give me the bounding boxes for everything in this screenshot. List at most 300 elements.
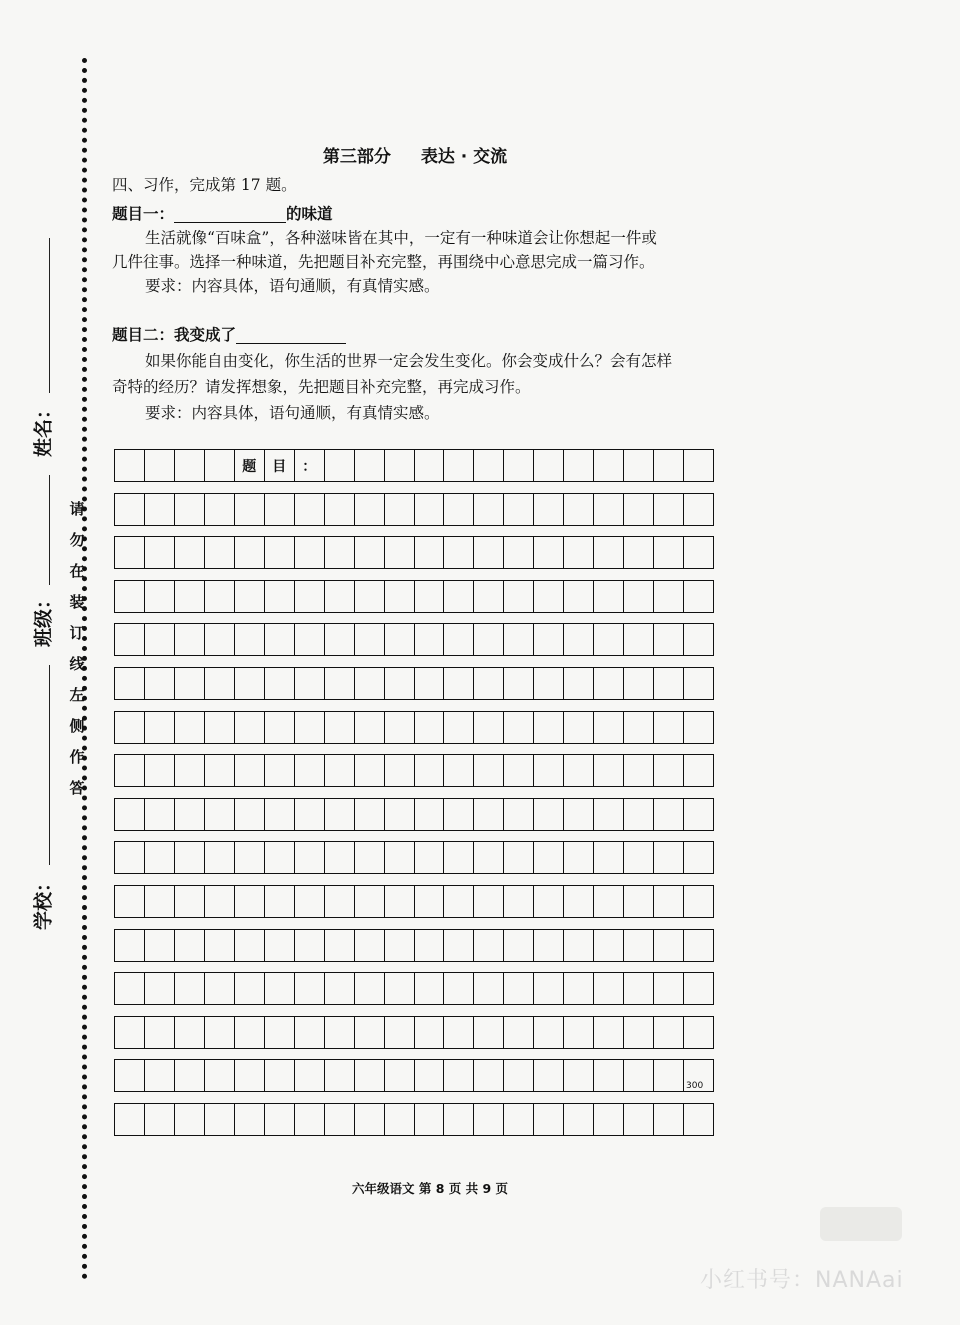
grid-cell[interactable] [684, 1104, 714, 1135]
grid-cell[interactable] [504, 799, 534, 830]
grid-cell[interactable] [385, 712, 415, 743]
grid-cell[interactable] [325, 842, 355, 873]
grid-cell[interactable] [115, 1060, 145, 1091]
grid-cell[interactable] [654, 494, 684, 525]
grid-cell[interactable] [145, 450, 175, 481]
grid-cell[interactable] [295, 624, 325, 655]
grid-cell[interactable] [145, 930, 175, 961]
grid-cell[interactable] [624, 886, 654, 917]
grid-cell[interactable] [444, 799, 474, 830]
grid-cell[interactable] [115, 1104, 145, 1135]
grid-cell[interactable] [115, 1017, 145, 1048]
grid-cell[interactable] [295, 1104, 325, 1135]
grid-cell[interactable] [295, 799, 325, 830]
grid-cell[interactable] [355, 668, 385, 699]
grid-cell[interactable] [205, 930, 235, 961]
grid-cell[interactable] [624, 799, 654, 830]
grid-cell[interactable] [444, 624, 474, 655]
grid-cell[interactable] [534, 624, 564, 655]
grid-cell[interactable] [355, 494, 385, 525]
grid-cell[interactable] [355, 930, 385, 961]
grid-cell[interactable] [594, 1104, 624, 1135]
grid-cell[interactable] [594, 1060, 624, 1091]
grid-cell[interactable] [175, 1060, 205, 1091]
grid-cell[interactable] [115, 799, 145, 830]
grid-cell[interactable] [594, 1017, 624, 1048]
grid-cell[interactable] [534, 581, 564, 612]
grid-cell[interactable] [265, 581, 295, 612]
grid-cell[interactable] [624, 1017, 654, 1048]
grid-cell[interactable] [474, 1060, 504, 1091]
grid-cell[interactable] [385, 886, 415, 917]
grid-cell[interactable] [265, 494, 295, 525]
grid-cell[interactable] [474, 450, 504, 481]
grid-cell[interactable] [415, 624, 445, 655]
grid-cell[interactable] [474, 494, 504, 525]
grid-cell[interactable] [594, 624, 624, 655]
grid-cell[interactable] [534, 537, 564, 568]
grid-cell[interactable] [385, 624, 415, 655]
grid-cell[interactable] [325, 973, 355, 1004]
grid-cell[interactable] [145, 799, 175, 830]
grid-cell[interactable] [175, 581, 205, 612]
grid-cell[interactable] [415, 886, 445, 917]
grid-cell[interactable] [415, 973, 445, 1004]
grid-cell[interactable] [474, 799, 504, 830]
grid-cell[interactable] [235, 712, 265, 743]
grid-cell[interactable] [474, 930, 504, 961]
grid-cell[interactable] [175, 930, 205, 961]
grid-cell[interactable] [115, 668, 145, 699]
grid-cell[interactable] [325, 624, 355, 655]
grid-cell[interactable] [444, 973, 474, 1004]
grid-cell[interactable] [145, 1060, 175, 1091]
grid-cell[interactable] [145, 668, 175, 699]
grid-cell[interactable] [295, 973, 325, 1004]
grid-cell[interactable] [624, 712, 654, 743]
grid-cell[interactable] [295, 537, 325, 568]
grid-cell[interactable] [265, 886, 295, 917]
grid-cell[interactable] [235, 1104, 265, 1135]
grid-cell[interactable] [355, 755, 385, 786]
grid-cell[interactable] [444, 581, 474, 612]
grid-cell[interactable] [205, 973, 235, 1004]
grid-cell[interactable] [325, 930, 355, 961]
grid-cell[interactable] [205, 624, 235, 655]
grid-cell[interactable] [175, 537, 205, 568]
grid-cell[interactable] [474, 842, 504, 873]
grid-cell[interactable] [145, 581, 175, 612]
grid-cell[interactable] [415, 930, 445, 961]
grid-cell[interactable] [115, 581, 145, 612]
grid-cell[interactable] [534, 799, 564, 830]
grid-cell[interactable] [355, 712, 385, 743]
grid-cell[interactable] [235, 1017, 265, 1048]
grid-cell[interactable] [295, 1060, 325, 1091]
grid-cell[interactable] [265, 668, 295, 699]
grid-cell[interactable] [325, 1060, 355, 1091]
grid-cell[interactable] [325, 755, 355, 786]
grid-cell[interactable] [415, 755, 445, 786]
grid-cell[interactable] [205, 799, 235, 830]
grid-cell[interactable] [504, 973, 534, 1004]
grid-cell[interactable] [594, 537, 624, 568]
grid-cell[interactable] [564, 799, 594, 830]
grid-cell[interactable] [624, 973, 654, 1004]
topic1-blank[interactable] [174, 221, 286, 223]
grid-cell[interactable] [654, 1060, 684, 1091]
grid-cell[interactable] [205, 1104, 235, 1135]
grid-cell[interactable] [594, 973, 624, 1004]
grid-cell[interactable] [295, 1017, 325, 1048]
grid-cell[interactable] [295, 712, 325, 743]
grid-cell[interactable] [534, 1017, 564, 1048]
grid-cell[interactable] [205, 450, 235, 481]
grid-cell[interactable] [325, 494, 355, 525]
grid-cell[interactable] [624, 494, 654, 525]
grid-cell[interactable] [684, 755, 714, 786]
grid-cell[interactable] [415, 1060, 445, 1091]
grid-cell[interactable] [654, 799, 684, 830]
grid-cell[interactable] [624, 1060, 654, 1091]
grid-cell[interactable] [385, 930, 415, 961]
grid-cell[interactable] [415, 537, 445, 568]
grid-cell[interactable] [534, 886, 564, 917]
grid-cell[interactable] [355, 450, 385, 481]
grid-cell[interactable] [594, 450, 624, 481]
grid-cell[interactable] [415, 668, 445, 699]
grid-cell[interactable] [564, 581, 594, 612]
grid-cell[interactable] [684, 930, 714, 961]
grid-cell[interactable] [415, 581, 445, 612]
grid-cell[interactable] [594, 712, 624, 743]
grid-cell[interactable] [594, 930, 624, 961]
grid-cell[interactable] [564, 494, 594, 525]
grid-cell[interactable] [235, 886, 265, 917]
grid-cell[interactable] [415, 450, 445, 481]
grid-cell[interactable] [534, 494, 564, 525]
topic2-blank[interactable] [236, 342, 346, 344]
grid-cell[interactable] [115, 842, 145, 873]
grid-cell[interactable] [504, 537, 534, 568]
grid-cell[interactable] [115, 755, 145, 786]
grid-cell[interactable] [265, 1104, 295, 1135]
grid-cell[interactable] [175, 842, 205, 873]
grid-cell[interactable] [684, 450, 714, 481]
grid-cell[interactable] [444, 755, 474, 786]
grid-cell[interactable] [654, 581, 684, 612]
grid-cell[interactable] [115, 624, 145, 655]
grid-cell[interactable] [534, 450, 564, 481]
grid-cell[interactable] [295, 668, 325, 699]
grid-cell[interactable] [205, 668, 235, 699]
grid-cell[interactable] [564, 624, 594, 655]
grid-cell[interactable] [504, 712, 534, 743]
grid-cell[interactable] [235, 1060, 265, 1091]
grid-cell[interactable] [175, 712, 205, 743]
grid-cell[interactable] [355, 886, 385, 917]
grid-cell[interactable] [325, 886, 355, 917]
grid-cell[interactable] [564, 886, 594, 917]
grid-cell[interactable] [235, 755, 265, 786]
grid-cell[interactable] [444, 1104, 474, 1135]
grid-cell[interactable] [624, 755, 654, 786]
grid-cell[interactable] [235, 624, 265, 655]
grid-cell[interactable] [654, 755, 684, 786]
grid-cell[interactable] [474, 755, 504, 786]
grid-cell[interactable] [534, 930, 564, 961]
grid-cell[interactable] [504, 930, 534, 961]
grid-cell[interactable] [115, 886, 145, 917]
grid-cell[interactable] [564, 668, 594, 699]
grid-cell[interactable] [504, 668, 534, 699]
grid-cell[interactable] [295, 886, 325, 917]
grid-cell[interactable] [594, 494, 624, 525]
grid-cell[interactable] [385, 755, 415, 786]
grid-cell[interactable] [325, 581, 355, 612]
grid-cell[interactable] [175, 494, 205, 525]
grid-cell[interactable] [295, 755, 325, 786]
grid-cell[interactable] [205, 581, 235, 612]
grid-cell[interactable] [534, 712, 564, 743]
grid-cell[interactable] [115, 712, 145, 743]
grid-cell[interactable] [145, 842, 175, 873]
grid-cell[interactable] [504, 842, 534, 873]
grid-cell[interactable] [175, 450, 205, 481]
grid-cell[interactable] [385, 973, 415, 1004]
grid-cell[interactable] [444, 842, 474, 873]
grid-cell[interactable] [235, 930, 265, 961]
grid-cell[interactable] [564, 537, 594, 568]
grid-cell[interactable] [415, 1017, 445, 1048]
grid-cell[interactable] [534, 1060, 564, 1091]
grid-cell[interactable] [175, 973, 205, 1004]
grid-cell[interactable] [145, 537, 175, 568]
grid-cell[interactable] [654, 537, 684, 568]
grid-cell[interactable] [504, 624, 534, 655]
grid-cell[interactable] [474, 581, 504, 612]
grid-cell[interactable] [145, 886, 175, 917]
grid-cell[interactable] [325, 537, 355, 568]
grid-cell[interactable] [415, 494, 445, 525]
grid-cell[interactable] [115, 930, 145, 961]
grid-cell[interactable] [295, 581, 325, 612]
grid-cell[interactable] [295, 494, 325, 525]
grid-cell[interactable] [325, 668, 355, 699]
grid-cell[interactable] [355, 842, 385, 873]
grid-cell[interactable] [654, 1104, 684, 1135]
grid-cell[interactable] [564, 755, 594, 786]
grid-cell[interactable] [444, 668, 474, 699]
grid-cell[interactable] [385, 1017, 415, 1048]
grid-cell[interactable] [684, 799, 714, 830]
grid-cell[interactable] [235, 537, 265, 568]
grid-cell[interactable] [624, 450, 654, 481]
grid-cell[interactable] [504, 581, 534, 612]
grid-cell[interactable] [175, 668, 205, 699]
grid-cell[interactable] [474, 537, 504, 568]
grid-cell[interactable] [594, 799, 624, 830]
grid-cell[interactable] [205, 755, 235, 786]
grid-cell[interactable] [205, 1017, 235, 1048]
grid-cell[interactable] [385, 799, 415, 830]
grid-cell[interactable] [564, 973, 594, 1004]
grid-cell[interactable] [534, 668, 564, 699]
grid-cell[interactable] [684, 973, 714, 1004]
grid-cell[interactable] [474, 973, 504, 1004]
grid-cell[interactable] [474, 668, 504, 699]
grid-cell[interactable] [265, 624, 295, 655]
grid-cell[interactable] [115, 494, 145, 525]
grid-cell[interactable] [205, 494, 235, 525]
grid-cell[interactable] [654, 842, 684, 873]
grid-cell[interactable] [504, 886, 534, 917]
grid-cell[interactable] [474, 1104, 504, 1135]
grid-cell[interactable] [654, 712, 684, 743]
grid-cell[interactable] [385, 450, 415, 481]
grid-cell[interactable] [235, 494, 265, 525]
grid-cell[interactable] [145, 712, 175, 743]
grid-cell[interactable] [564, 450, 594, 481]
grid-cell[interactable] [684, 581, 714, 612]
grid-cell[interactable] [175, 1104, 205, 1135]
grid-cell[interactable] [684, 842, 714, 873]
grid-cell[interactable] [385, 581, 415, 612]
grid-cell[interactable] [624, 1104, 654, 1135]
grid-cell[interactable] [564, 1060, 594, 1091]
grid-cell[interactable] [474, 712, 504, 743]
grid-cell[interactable] [415, 1104, 445, 1135]
grid-cell[interactable] [444, 930, 474, 961]
grid-cell[interactable] [355, 973, 385, 1004]
grid-cell[interactable] [534, 1104, 564, 1135]
grid-cell[interactable] [175, 799, 205, 830]
grid-cell[interactable] [564, 930, 594, 961]
grid-cell[interactable] [504, 494, 534, 525]
grid-cell[interactable] [205, 712, 235, 743]
grid-cell[interactable] [444, 1017, 474, 1048]
grid-cell[interactable] [235, 668, 265, 699]
grid-cell[interactable] [624, 930, 654, 961]
grid-cell[interactable] [175, 886, 205, 917]
grid-cell[interactable] [654, 973, 684, 1004]
grid-cell[interactable] [265, 973, 295, 1004]
grid-cell[interactable] [654, 930, 684, 961]
grid-cell[interactable] [415, 799, 445, 830]
grid-cell[interactable] [325, 450, 355, 481]
grid-cell[interactable] [235, 799, 265, 830]
grid-cell[interactable] [115, 537, 145, 568]
grid-cell[interactable] [205, 537, 235, 568]
grid-cell[interactable] [654, 624, 684, 655]
grid-cell[interactable] [624, 537, 654, 568]
grid-cell[interactable] [654, 450, 684, 481]
grid-cell[interactable] [684, 624, 714, 655]
grid-cell[interactable] [684, 712, 714, 743]
grid-cell[interactable] [534, 755, 564, 786]
grid-cell[interactable] [175, 755, 205, 786]
grid-cell[interactable] [684, 886, 714, 917]
grid-cell[interactable] [474, 1017, 504, 1048]
grid-cell[interactable] [235, 842, 265, 873]
grid-cell[interactable] [624, 668, 654, 699]
grid-cell[interactable] [504, 1060, 534, 1091]
grid-cell[interactable] [684, 1017, 714, 1048]
grid-cell[interactable] [594, 842, 624, 873]
grid-cell[interactable] [115, 450, 145, 481]
grid-cell[interactable] [355, 624, 385, 655]
grid-cell[interactable] [444, 537, 474, 568]
grid-cell[interactable] [534, 973, 564, 1004]
grid-cell[interactable] [654, 886, 684, 917]
grid-cell[interactable] [325, 799, 355, 830]
grid-cell[interactable] [235, 581, 265, 612]
grid-cell[interactable] [684, 537, 714, 568]
grid-cell[interactable] [654, 1017, 684, 1048]
grid-cell[interactable] [235, 973, 265, 1004]
grid-cell[interactable] [415, 842, 445, 873]
grid-cell[interactable] [265, 755, 295, 786]
grid-cell[interactable] [325, 1017, 355, 1048]
grid-cell[interactable] [624, 842, 654, 873]
grid-cell[interactable] [175, 1017, 205, 1048]
grid-cell[interactable] [265, 712, 295, 743]
grid-cell[interactable] [355, 1060, 385, 1091]
grid-cell[interactable] [564, 712, 594, 743]
grid-cell[interactable] [145, 624, 175, 655]
grid-cell[interactable] [504, 755, 534, 786]
grid-cell[interactable] [444, 450, 474, 481]
grid-cell[interactable] [355, 1104, 385, 1135]
grid-cell[interactable] [265, 799, 295, 830]
grid-cell[interactable] [654, 668, 684, 699]
grid-cell[interactable] [624, 581, 654, 612]
grid-cell[interactable] [325, 712, 355, 743]
grid-cell[interactable] [265, 930, 295, 961]
grid-cell[interactable] [564, 1017, 594, 1048]
grid-cell[interactable] [594, 886, 624, 917]
grid-cell[interactable] [474, 886, 504, 917]
grid-cell[interactable] [444, 494, 474, 525]
grid-cell[interactable] [385, 1104, 415, 1135]
grid-cell[interactable] [265, 1060, 295, 1091]
grid-cell[interactable] [385, 668, 415, 699]
grid-cell[interactable] [205, 842, 235, 873]
grid-cell[interactable] [145, 1017, 175, 1048]
grid-cell[interactable] [504, 450, 534, 481]
grid-cell[interactable] [594, 668, 624, 699]
grid-cell[interactable] [474, 624, 504, 655]
grid-cell[interactable] [355, 1017, 385, 1048]
grid-cell[interactable] [325, 1104, 355, 1135]
grid-cell[interactable] [145, 1104, 175, 1135]
grid-cell[interactable] [594, 581, 624, 612]
grid-cell[interactable] [564, 842, 594, 873]
grid-cell[interactable] [444, 886, 474, 917]
grid-cell[interactable] [295, 842, 325, 873]
grid-cell[interactable] [385, 537, 415, 568]
grid-cell[interactable] [564, 1104, 594, 1135]
grid-cell[interactable] [115, 973, 145, 1004]
grid-cell[interactable] [265, 1017, 295, 1048]
grid-cell[interactable] [504, 1017, 534, 1048]
grid-cell[interactable] [385, 1060, 415, 1091]
grid-cell[interactable] [145, 973, 175, 1004]
grid-cell[interactable] [385, 842, 415, 873]
grid-cell[interactable] [415, 712, 445, 743]
grid-cell[interactable] [265, 842, 295, 873]
grid-cell[interactable] [355, 537, 385, 568]
